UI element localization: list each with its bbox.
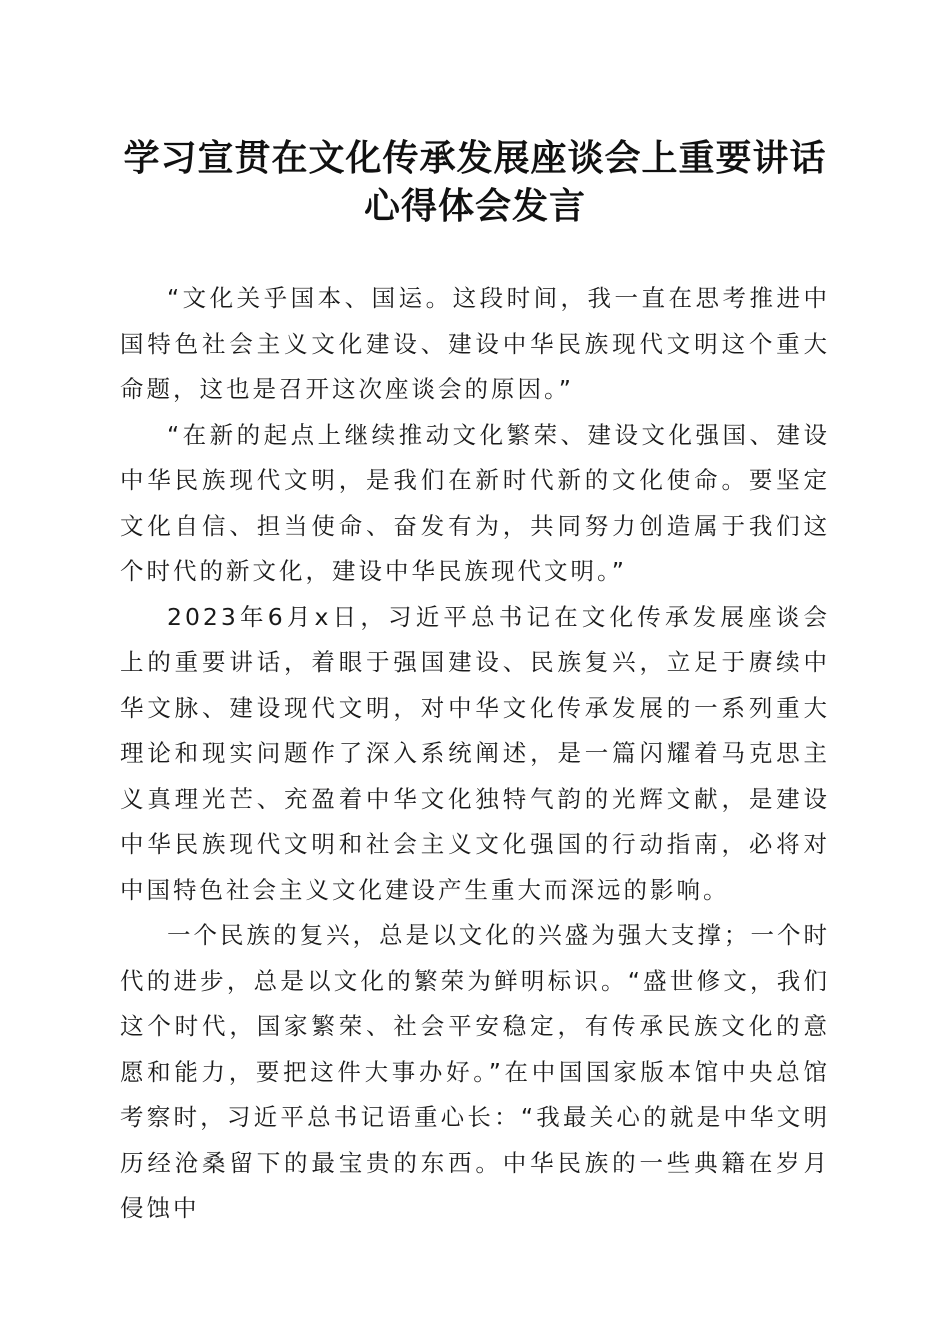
document-title: 学习宣贯在文化传承发展座谈会上重要讲话心得体会发言	[123, 137, 827, 227]
paragraph: “文化关乎国本、国运。这段时间，我一直在思考推进中国特色社会主义文化建设、建设中华民族现代文明这个重大命题，这也是召开这次座谈会的原因。”	[120, 284, 830, 403]
paragraph: 2023年6月x日，习近平总书记在文化传承发展座谈会上的重要讲话，着眼于强国建设、民族复兴，立足于赓续中华文脉、建设现代文明，对中华文化传承发展的一系列重大理论和现实问题作了深入系统阐述，是一篇闪耀着马克思主义真理光芒、充盈着中华文化独特气韵的光辉文献，是建设中华民族现代文明和社会主义文化强国的行动指南，必将对中国特色社会主义文化建设产生重大而深远的影响。	[120, 602, 830, 904]
document-body	[120, 276, 830, 1232]
paragraph: 一个民族的复兴，总是以文化的兴盛为强大支撑；一个时代的进步，总是以文化的繁荣为鲜明标识。“盛世修文，我们这个时代，国家繁荣、社会平安稳定，有传承民族文化的意愿和能力，要把这件大事办好。”在中国国家版本馆中央总馆考察时，习近平总书记语重心长：“我最关心的就是中华文明历经沧桑留下的最宝贵的东西。中华民族的一些典籍在岁月侵蚀中	[120, 921, 830, 1222]
paragraph: “在新的起点上继续推动文化繁荣、建设文化强国、建设中华民族现代文明，是我们在新时代新的文化使命。要坚定文化自信、担当使命、奋发有为，共同努力创造属于我们这个时代的新文化，建设中华民族现代文明。”	[120, 420, 830, 585]
